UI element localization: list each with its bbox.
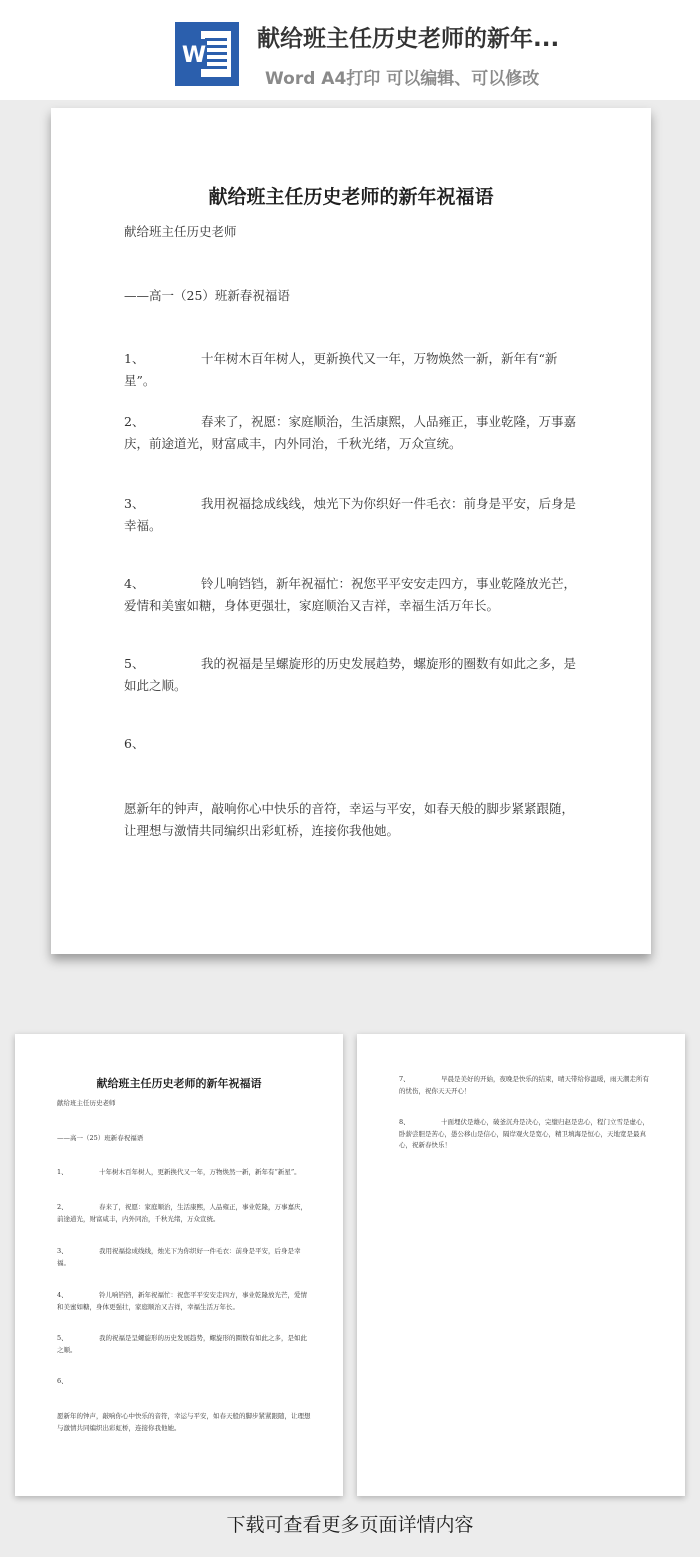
item-number: 2、 bbox=[57, 1203, 68, 1211]
closing-text: 愿新年的钟声，敲响你心中快乐的音符，幸运与平安，如春天般的脚步紧紧跟随，让理想与激情共同编织出彩虹桥，连接你我他她。 bbox=[124, 801, 575, 838]
doc-recipient: 献给班主任历史老师 bbox=[57, 1099, 116, 1107]
item-number: 1、 bbox=[124, 351, 145, 366]
doc-title: 献给班主任历史老师的新年祝福语 bbox=[208, 186, 494, 208]
page-thumbnail-2[interactable] bbox=[357, 1034, 685, 1496]
item-number: 7、 bbox=[399, 1075, 410, 1083]
doc-title: 献给班主任历史老师的新年祝福语 bbox=[96, 1077, 262, 1090]
item-number: 2、 bbox=[124, 414, 145, 429]
item-text: 十年树木百年树人，更新换代又一年，万物焕然一新，新年有“新星”。 bbox=[124, 351, 558, 388]
word-icon bbox=[175, 22, 239, 86]
item-text: 铃儿响铛铛，新年祝福忙：祝您平平安安走四方，事业乾隆放光芒，爱情和美蜜如糖，身体更强壮，家庭顺治又吉祥，幸福生活万年长。 bbox=[57, 1291, 307, 1311]
doc-from-line: ——高一（25）班新春祝福语 bbox=[124, 288, 290, 303]
svg-text:W: W bbox=[181, 43, 207, 68]
document-title-heading: 献给班主任历史老师的新年... bbox=[257, 26, 560, 52]
item-number: 5、 bbox=[57, 1334, 68, 1342]
item-number: 3、 bbox=[124, 496, 145, 511]
page-thumbnail-1[interactable] bbox=[15, 1034, 343, 1496]
item-text: 早晨是美好的开始，夜晚是快乐的结束，晴天带给你温暖，雨天潮走所有的忧伤，祝你天天开心！ bbox=[399, 1075, 649, 1095]
header bbox=[0, 0, 700, 100]
item-text: 十年树木百年树人，更新换代又一年，万物焕然一新，新年有“新星”。 bbox=[99, 1168, 301, 1176]
item-text: 我的祝福是呈螺旋形的历史发展趋势，螺旋形的圈数有如此之多，是如此之顺。 bbox=[124, 656, 577, 693]
item-number: 5、 bbox=[124, 656, 145, 671]
item-number: 3、 bbox=[57, 1247, 68, 1255]
doc-from-line: ——高一（25）班新春祝福语 bbox=[57, 1134, 144, 1142]
item-text: 春来了，祝愿：家庭顺治，生活康熙，人品雍正，事业乾隆，万事嘉庆，前途道光，财富咸丰，内外同治，千秋光绪，万众宣统。 bbox=[124, 414, 577, 451]
item-number: 1、 bbox=[57, 1168, 68, 1176]
item-text: 十面埋伏是雄心，破釜沉舟是决心，完璧归赵是忠心，程门立雪是虚心，卧薪尝胆是苦心，愚公移山是信心，隔岸观火是宽心，精卫填海是恒心，天地宽是最真心，祝新春快乐！ bbox=[399, 1118, 649, 1149]
item-number: 8、 bbox=[399, 1118, 410, 1126]
item-number: 6、 bbox=[57, 1377, 68, 1385]
closing-text: 愿新年的钟声，敲响你心中快乐的音符，幸运与平安，如春天般的脚步紧紧跟随，让理想与激情共同编织出彩虹桥，连接你我他她。 bbox=[57, 1412, 311, 1432]
download-more-link[interactable]: 下载可查看更多页面详情内容 bbox=[226, 1514, 474, 1536]
item-number: 6、 bbox=[124, 736, 145, 751]
item-number: 4、 bbox=[57, 1291, 68, 1299]
item-text: 我用祝福捻成线线，烛光下为你织好一件毛衣：前身是平安，后身是幸福。 bbox=[57, 1247, 301, 1267]
item-text: 我用祝福捻成线线，烛光下为你织好一件毛衣：前身是平安，后身是幸福。 bbox=[124, 496, 577, 533]
document-subtitle: Word A4打印 可以编辑、可以修改 bbox=[265, 69, 540, 89]
item-text: 我的祝福是呈螺旋形的历史发展趋势，螺旋形的圈数有如此之多，是如此之顺。 bbox=[57, 1334, 307, 1354]
doc-recipient: 献给班主任历史老师 bbox=[124, 224, 237, 239]
item-text: 春来了，祝愿：家庭顺治，生活康熙，人品雍正，事业乾隆，万事嘉庆，前途道光，财富咸丰，内外同治，千秋光绪，万众宣统。 bbox=[57, 1203, 307, 1223]
item-text: 铃儿响铛铛，新年祝福忙：祝您平平安安走四方，事业乾隆放光芒，爱情和美蜜如糖，身体更强壮，家庭顺治又吉祥，幸福生活万年长。 bbox=[124, 576, 577, 613]
document-page-preview bbox=[51, 108, 651, 954]
item-number: 4、 bbox=[124, 576, 145, 591]
